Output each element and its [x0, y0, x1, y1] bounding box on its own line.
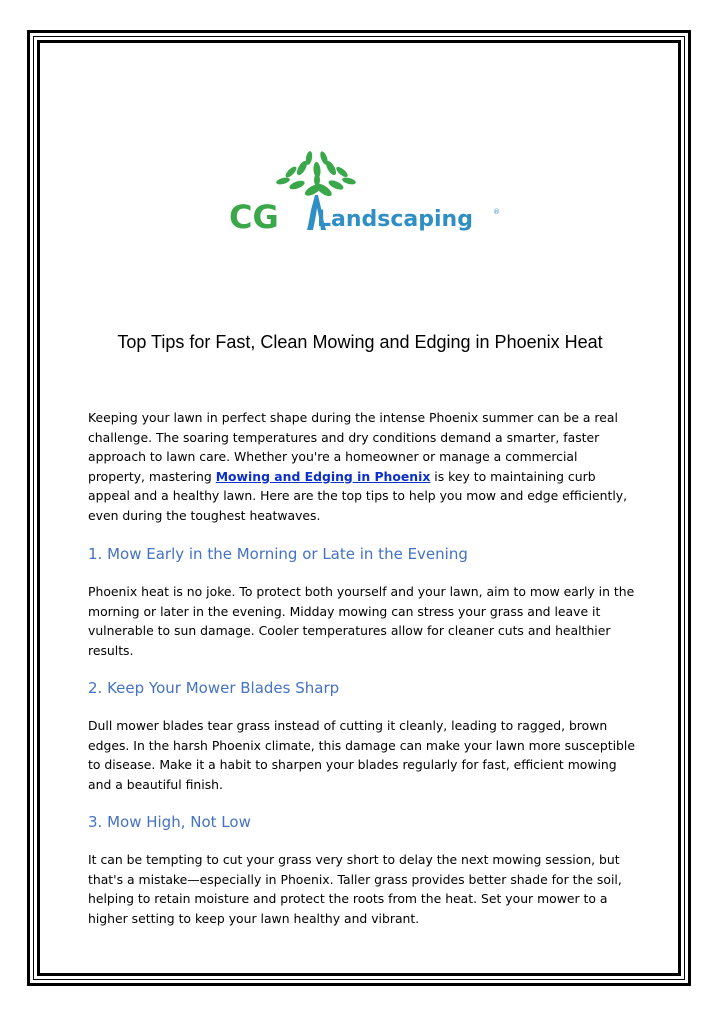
section-body-1: Phoenix heat is no joke. To protect both yourself and your lawn, aim to mow early in the morning or later in the evening. Midday mowing can stress your grass and leave it vulnerable to sun damage. Cooler temperatures allow for cleaner cuts and healthier results. [88, 584, 635, 658]
section-body-2: Dull mower blades tear grass instead of cutting it cleanly, leading to ragged, brown edges. In the harsh Phoenix climate, this damage can make your lawn more susceptible to disease. Make it a habit to sharpen your blades regularly for fast, efficient mowing and a beautiful finish. [88, 718, 635, 792]
tree-icon [275, 150, 356, 198]
intro-paragraph [88, 408, 636, 525]
article-body [88, 408, 636, 928]
mowing-edging-link[interactable]: Mowing and Edging in Phoenix [215, 468, 431, 484]
section-heading-1: 1. Mow Early in the Morning or Late in the Evening [88, 545, 468, 563]
section-body-3: It can be tempting to cut your grass very short to delay the next mowing session, but that's a mistake—especially in Phoenix. Taller grass provides better shade for the soil, helping to retain moisture and protect the roots from the heat. Set your mower to a higher setting to keep your lawn healthy and vibrant. [88, 852, 622, 926]
logo-cg-text: CG [229, 198, 279, 236]
intro-text-after: is key to maintaining curb appeal and a healthy lawn. Here are the top tips to help you mow and edge efficiently, even during the toughest heatwaves. [88, 468, 628, 523]
cg-landscaping-logo [225, 150, 500, 240]
section-heading-3: 3. Mow High, Not Low [88, 813, 251, 831]
section-heading-2: 2. Keep Your Mower Blades Sharp [88, 679, 340, 697]
logo-landscaping-text: Landscaping [317, 207, 473, 232]
registered-mark: ® [493, 208, 500, 216]
page-title: Top Tips for Fast, Clean Mowing and Edging in Phoenix Heat [117, 332, 603, 352]
intro-text-before: Keeping your lawn in perfect shape during the intense Phoenix summer can be a real challenge. The soaring temperatures and dry conditions demand a smarter, faster approach to lawn care. Whether you're a homeowner or manage a commercial property, mastering [88, 410, 618, 484]
